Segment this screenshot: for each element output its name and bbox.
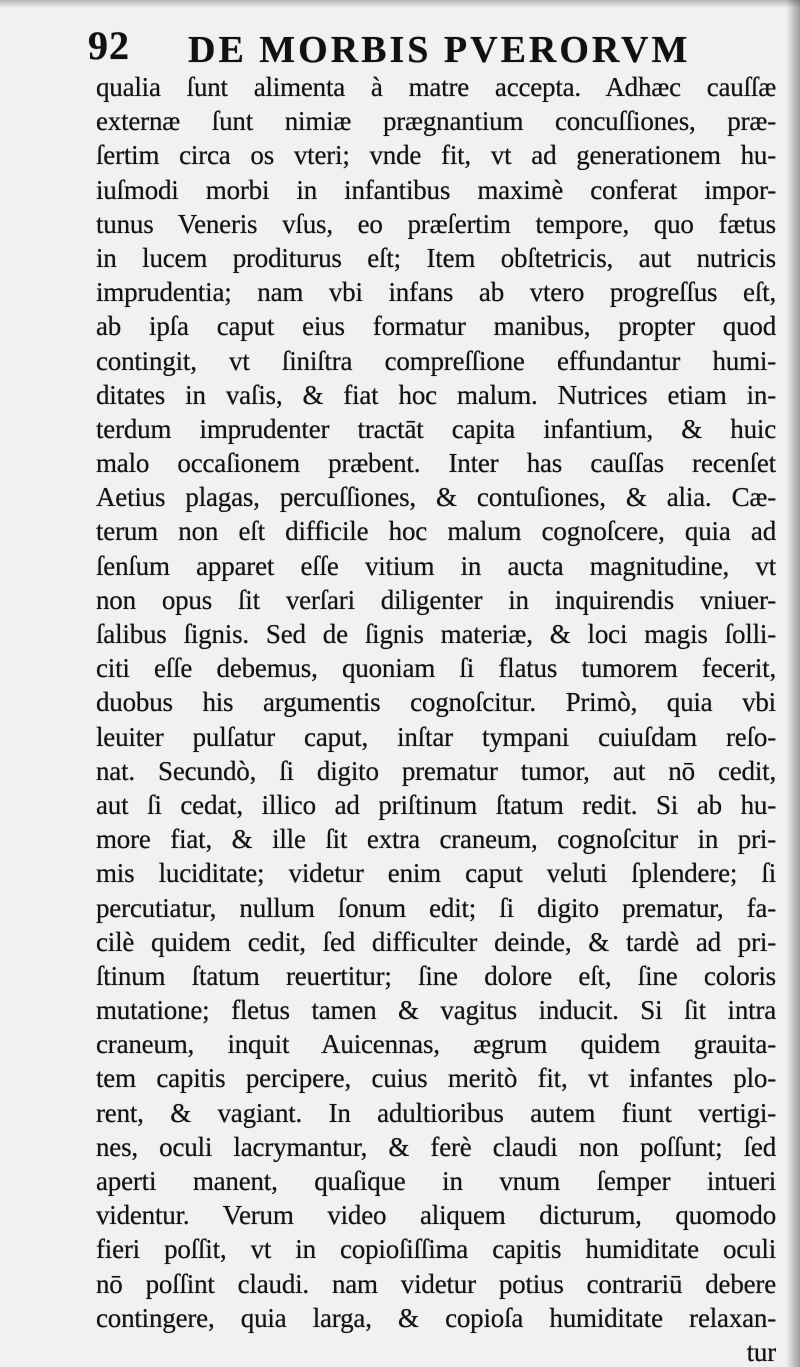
text-line: nat. Secundò, ſi digito prematur tumor, aut nō cedit,: [96, 755, 776, 786]
text-line: nes, oculi lacrymantur, & ferè claudi non poſſunt; ſed: [96, 1131, 776, 1162]
page-edge-shadow: [786, 0, 800, 1367]
catchword: tur: [746, 1336, 776, 1367]
text-line: qualia ſunt alimenta à matre accepta. Adhæc cauſſæ: [96, 72, 776, 102]
text-line: rent, & vagiant. In adultioribus autem fiunt vertigi-: [96, 1097, 776, 1128]
text-line: terum non eſt difficile hoc malum cognoſcere, quia ad: [96, 516, 776, 547]
text-line: externæ ſunt nimiæ prægnantium concuſſiones, præ-: [96, 106, 776, 137]
text-line: malo occaſionem præbent. Inter has cauſſas recenſet: [96, 448, 776, 479]
text-line: ſenſum apparet eſſe vitium in aucta magnitudine, vt: [96, 550, 776, 581]
text-line: ſtinum ſtatum reuertitur; ſine dolore eſt, ſine coloris: [96, 960, 776, 991]
page-header: [88, 22, 768, 70]
running-head: DE MORBIS PVERORVM: [188, 29, 691, 71]
text-line: mutatione; fletus tamen & vagitus inducit. Si ſit intra: [96, 995, 776, 1026]
text-line: tunus Veneris vſus, eo præſertim tempore, quo fætus: [96, 208, 776, 239]
text-line: mis luciditate; videtur enim caput veluti ſplendere; ſi: [96, 858, 776, 889]
text-line: ab ipſa caput eius formatur manibus, propter quod: [96, 311, 776, 342]
text-line: ſalibus ſignis. Sed de ſignis materiæ, & loci magis ſolli-: [96, 619, 776, 649]
body-text: [96, 70, 776, 1367]
text-line: videntur. Verum video aliquem dicturum, quomodo: [96, 1200, 776, 1231]
text-line: ſertim circa os vteri; vnde fit, vt ad generationem hu-: [96, 140, 776, 171]
text-line: fieri poſſit, vt in copioſiſſima capitis humiditate oculi: [96, 1234, 776, 1265]
text-line: percutiatur, nullum ſonum edit; ſi digito prematur, fa-: [96, 892, 776, 923]
text-line: more fiat, & ille ſit extra craneum, cognoſcitur in pri-: [96, 824, 776, 855]
text-line: craneum, inquit Auicennas, ægrum quidem grauita-: [96, 1029, 776, 1060]
text-line: nō poſſint claudi. nam videtur potius contrariū debere: [96, 1268, 776, 1299]
page-number: 92: [88, 23, 130, 68]
text-line: non opus ſit verſari diligenter in inquirendis vniuer-: [96, 584, 776, 615]
page-top-shadow: [0, 0, 800, 8]
text-line: contingere, quia larga, & copioſa humiditate relaxan-: [96, 1302, 776, 1333]
text-line: ditates in vaſis, & fiat hoc malum. Nutrices etiam in-: [96, 379, 776, 410]
text-line: aut ſi cedat, illico ad priſtinum ſtatum redit. Si ab hu-: [96, 789, 776, 820]
text-line: iuſmodi morbi in infantibus maximè conferat impor-: [96, 174, 776, 205]
text-line: tem capitis percipere, cuius meritò fit, vt infantes plo-: [96, 1063, 776, 1094]
text-line: terdum imprudenter tractāt capita infantium, & huic: [96, 413, 776, 444]
text-line: citi eſſe debemus, quoniam ſi flatus tumorem fecerit,: [96, 653, 776, 684]
text-line: imprudentia; nam vbi infans ab vtero progreſſus eſt,: [96, 277, 776, 308]
text-line: duobus his argumentis cognoſcitur. Primò, quia vbi: [96, 687, 776, 718]
text-line: in lucem proditurus eſt; Item obſtetricis, aut nutricis: [96, 242, 776, 273]
text-line: Aetius plagas, percuſſiones, & contuſiones, & alia. Cæ-: [96, 482, 776, 513]
text-line: contingit, vt ſiniſtra compreſſione effundantur humi-: [96, 345, 776, 376]
text-line: leuiter pulſatur caput, inſtar tympani cuiuſdam reſo-: [96, 721, 776, 752]
text-line: cilè quidem cedit, ſed difficulter deinde, & tardè ad pri-: [96, 926, 776, 957]
text-line: aperti manent, quaſique in vnum ſemper intueri: [96, 1166, 776, 1196]
